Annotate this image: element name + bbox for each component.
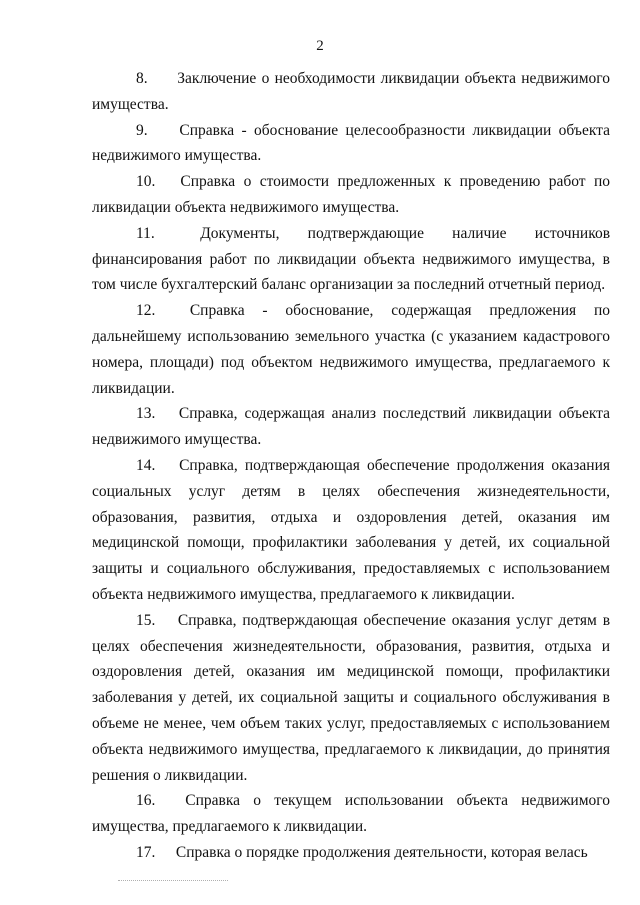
- item-number: 8.: [136, 70, 148, 87]
- item-text: Справка - обоснование, содержащая предложения по дальнейшему использованию земельного участка (с указанием кадастрового номера, площади) под объектом недвижимого имущества, предлагаемого к ликвидации.: [92, 302, 610, 397]
- document-body: [92, 66, 610, 866]
- item-number: 12.: [136, 302, 156, 320]
- list-item: [92, 453, 610, 608]
- item-text: Справка о текущем использовании объекта недвижимого имущества, предлагаемого к ликвидации.: [92, 792, 610, 836]
- item-number: 17.: [136, 843, 156, 861]
- list-item: [92, 608, 610, 789]
- list-item: [92, 169, 610, 221]
- item-number: 16.: [136, 792, 156, 810]
- list-item: [92, 298, 610, 401]
- list-item: [92, 221, 610, 298]
- item-text: Справка, содержащая анализ последствий ликвидации объекта недвижимого имущества.: [92, 405, 611, 449]
- item-number: 10.: [136, 173, 156, 191]
- item-number: 15.: [136, 611, 156, 629]
- item-text: Документы, подтверждающие наличие источников финансирования работ по ликвидации объекта недвижимого имущества, в том числе бухгалтерский баланс организации за последний отчетный период.: [92, 224, 611, 294]
- list-item: [92, 840, 610, 866]
- list-item: [92, 788, 610, 840]
- list-item: [92, 401, 610, 453]
- item-text: Справка, подтверждающая обеспечение продолжения оказания социальных услуг детям в целях обеспечения жизнедеятельности, образования, развития, отдыха и оздоровления детей, оказания им медицинской помощи, профилактики заболевания у детей, их социальной защиты и социального обслуживания, предоставляемых с использованием объекта недвижимого имущества, предлагаемого к ликвидации.: [92, 456, 610, 603]
- item-text: Справка - обоснование целесообразности ликвидации объекта недвижимого имущества.: [92, 121, 611, 165]
- item-number: 9.: [136, 121, 148, 139]
- item-text: Справка, подтверждающая обеспечение оказания услуг детям в целях обеспечения жизнедеятельности, образования, развития, отдыха и оздоровления детей, оказания им медицинской помощи, профилактики заболевания у детей, их социальной защиты и социального обслуживания в объеме не менее, чем объем таких услуг, предоставляемых с использованием объекта недвижимого имущества, предлагаемого к ликвидации, до принятия решения о ликвидации.: [92, 611, 611, 784]
- item-number: 14.: [136, 456, 156, 474]
- list-item: [92, 118, 610, 170]
- scan-artifact-line: [118, 880, 228, 881]
- page-number: 2: [316, 38, 324, 54]
- item-text: Справка о порядке продолжения деятельности, которая велась: [175, 843, 588, 861]
- item-text: Справка о стоимости предложенных к проведению работ по ликвидации объекта недвижимого имущества.: [92, 173, 610, 216]
- item-number: 11.: [136, 224, 155, 242]
- item-number: 13.: [136, 405, 156, 423]
- list-item: [92, 66, 610, 118]
- item-text: Заключение о необходимости ликвидации объекта недвижимого имущества.: [92, 70, 610, 113]
